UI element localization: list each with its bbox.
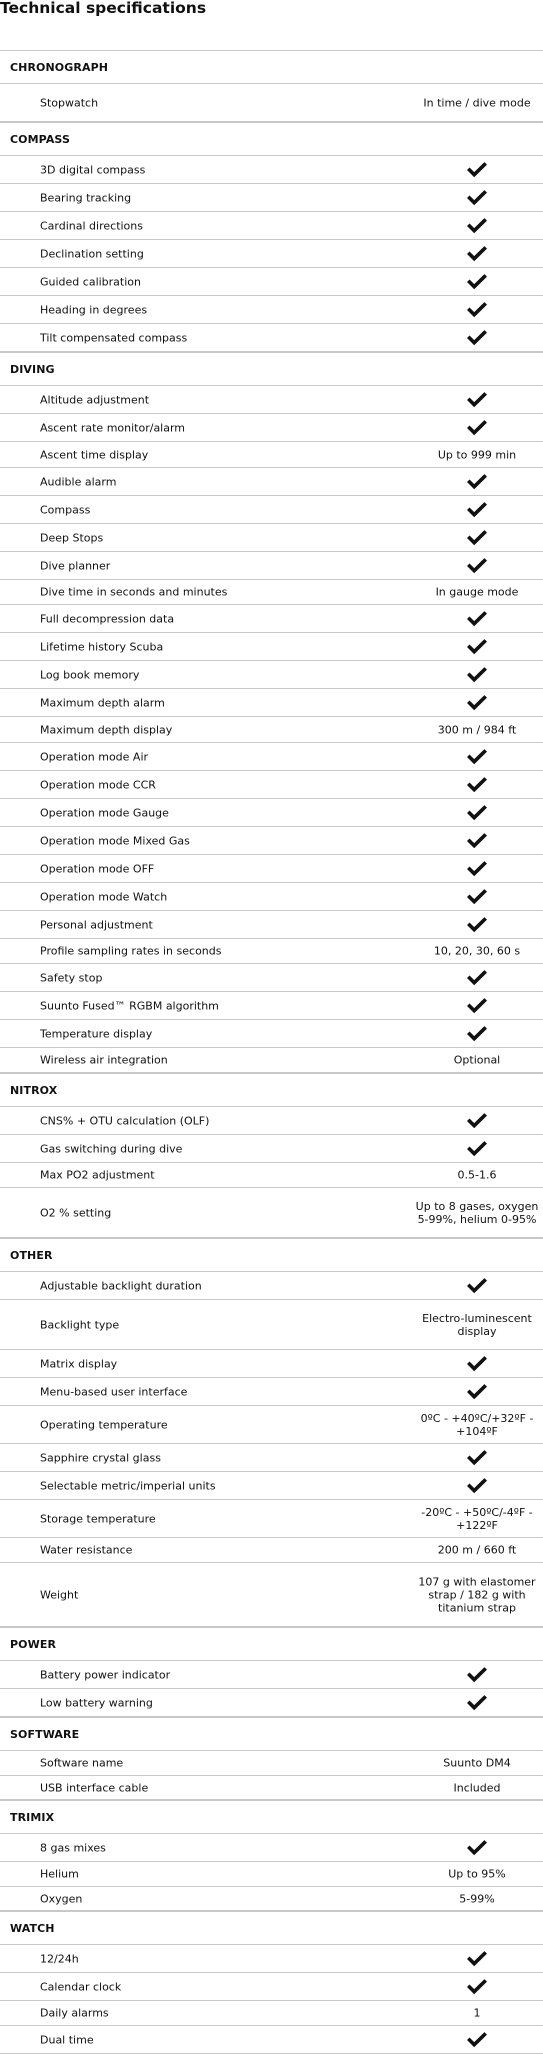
spec-row <box>0 184 543 212</box>
spec-row <box>0 717 543 743</box>
spec-row <box>0 883 543 911</box>
spec-label: Dual time <box>40 2033 94 2046</box>
spec-label: Lifetime history Scuba <box>40 640 164 653</box>
spec-row <box>0 386 543 414</box>
spec-value-check <box>411 529 543 546</box>
spec-label: Water resistance <box>40 1543 133 1557</box>
page-title: Technical specifications <box>0 0 207 17</box>
spec-value: Included <box>453 1781 501 1794</box>
checkmark-icon <box>466 638 488 655</box>
checkmark-icon <box>466 1978 488 1995</box>
category-name: OTHER <box>10 1249 53 1262</box>
spec-row <box>0 468 543 496</box>
spec-label: USB interface cable <box>40 1781 149 1794</box>
spec-value-check <box>411 638 543 655</box>
spec-label: Operation mode OFF <box>40 862 155 875</box>
spec-label: Gas switching during dive <box>40 1142 183 1155</box>
spec-label: 3D digital compass <box>40 163 146 176</box>
spec-row <box>0 1973 543 2001</box>
spec-label: Deep Stops <box>40 531 104 544</box>
spec-row <box>0 268 543 296</box>
spec-label: Maximum depth alarm <box>40 696 165 709</box>
spec-value-check <box>411 1277 543 1294</box>
spec-value: In gauge mode <box>435 585 519 599</box>
spec-value-check <box>411 1839 543 1856</box>
spec-label: Matrix display <box>40 1357 118 1370</box>
spec-label: Bearing tracking <box>40 191 132 204</box>
category-name: WATCH <box>10 1922 55 1935</box>
spec-label: Operation mode CCR <box>40 778 156 791</box>
spec-value: Up to 8 gases, oxygen 5-99%, helium 0-95% <box>415 1199 539 1226</box>
spec-value-check <box>411 557 543 574</box>
spec-value-check <box>411 916 543 933</box>
checkmark-icon <box>466 419 488 436</box>
checkmark-icon <box>466 666 488 683</box>
spec-label: Wireless air integration <box>40 1053 168 1067</box>
spec-row <box>0 496 543 524</box>
spec-value: 0ºC - +40ºC/+32ºF - +104ºF <box>420 1411 534 1438</box>
spec-label: Full decompression data <box>40 612 175 625</box>
spec-row <box>0 1563 543 1627</box>
spec-table <box>0 50 543 2054</box>
category-header <box>0 1911 543 1945</box>
spec-row <box>0 799 543 827</box>
spec-value: Up to 999 min <box>437 448 517 461</box>
spec-row <box>0 1472 543 1500</box>
checkmark-icon <box>466 557 488 574</box>
checkmark-icon <box>466 2031 488 2048</box>
spec-value-check <box>411 419 543 436</box>
category-name: TRIMIX <box>10 1811 55 1824</box>
checkmark-icon <box>466 473 488 490</box>
spec-value-check <box>411 329 543 346</box>
spec-label: 12/24h <box>40 1952 79 1965</box>
spec-row <box>0 743 543 771</box>
spec-row <box>0 661 543 689</box>
spec-value-check <box>411 666 543 683</box>
spec-label: Operation mode Mixed Gas <box>40 834 190 847</box>
spec-label: Software name <box>40 1756 124 1770</box>
checkmark-icon <box>466 217 488 234</box>
spec-value-check <box>411 888 543 905</box>
spec-value-check <box>411 748 543 765</box>
spec-row <box>0 1945 543 1973</box>
checkmark-icon <box>466 694 488 711</box>
checkmark-icon <box>466 969 488 986</box>
category-name: SOFTWARE <box>10 1728 80 1741</box>
spec-value: -20ºC - +50ºC/-4ºF - +122ºF <box>421 1505 533 1532</box>
checkmark-icon <box>466 804 488 821</box>
category-name: POWER <box>10 1638 57 1651</box>
spec-value-check <box>411 161 543 178</box>
spec-value: 1 <box>473 2006 481 2020</box>
checkmark-icon <box>466 1383 488 1400</box>
spec-row <box>0 414 543 442</box>
checkmark-icon <box>466 1140 488 1157</box>
spec-label: Battery power indicator <box>40 1668 171 1681</box>
spec-label: Operation mode Watch <box>40 890 168 903</box>
spec-label: Menu-based user interface <box>40 1385 188 1398</box>
spec-value-check <box>411 217 543 234</box>
spec-value-check <box>411 1694 543 1711</box>
checkmark-icon <box>466 1355 488 1372</box>
spec-label: Helium <box>40 1867 79 1881</box>
spec-label: Operation mode Gauge <box>40 806 169 819</box>
spec-label: Log book memory <box>40 668 140 681</box>
spec-label: Oxygen <box>40 1892 83 1905</box>
spec-row <box>0 992 543 1020</box>
spec-row <box>0 1163 543 1188</box>
spec-label: Guided calibration <box>40 275 141 288</box>
spec-row <box>0 1135 543 1163</box>
spec-row <box>0 296 543 324</box>
spec-row <box>0 605 543 633</box>
checkmark-icon <box>466 888 488 905</box>
spec-row <box>0 1689 543 1717</box>
spec-value: 0.5-1.6 <box>457 1168 497 1182</box>
spec-label: Operating temperature <box>40 1418 168 1431</box>
checkmark-icon <box>466 1112 488 1129</box>
spec-value-check <box>411 1978 543 1995</box>
spec-label: Profile sampling rates in seconds <box>40 944 222 958</box>
checkmark-icon <box>466 916 488 933</box>
spec-label: Compass <box>40 503 91 516</box>
spec-row <box>0 1048 543 1073</box>
spec-row <box>0 855 543 883</box>
checkmark-icon <box>466 860 488 877</box>
checkmark-icon <box>466 245 488 262</box>
checkmark-icon <box>466 529 488 546</box>
category-header <box>0 50 543 84</box>
spec-row <box>0 689 543 717</box>
checkmark-icon <box>466 997 488 1014</box>
spec-label: 8 gas mixes <box>40 1841 106 1854</box>
spec-label: Sapphire crystal glass <box>40 1451 161 1464</box>
spec-value-check <box>411 1112 543 1129</box>
spec-label: Audible alarm <box>40 475 117 488</box>
spec-value-check <box>411 1025 543 1042</box>
spec-label: Adjustable backlight duration <box>40 1279 202 1292</box>
checkmark-icon <box>466 391 488 408</box>
checkmark-icon <box>466 301 488 318</box>
spec-value-check <box>411 2031 543 2048</box>
spec-label: Heading in degrees <box>40 303 148 316</box>
spec-label: O2 % setting <box>40 1206 112 1219</box>
spec-label: Weight <box>40 1588 79 1601</box>
spec-label: Ascent rate monitor/alarm <box>40 421 186 434</box>
checkmark-icon <box>466 1839 488 1856</box>
spec-value-check <box>411 969 543 986</box>
checkmark-icon <box>466 1666 488 1683</box>
spec-label: Backlight type <box>40 1318 120 1331</box>
spec-value-check <box>411 1355 543 1372</box>
checkmark-icon <box>466 610 488 627</box>
spec-value: 200 m / 660 ft <box>437 1543 517 1557</box>
spec-row <box>0 1020 543 1048</box>
spec-row <box>0 1661 543 1689</box>
spec-row <box>0 84 543 122</box>
category-header <box>0 1073 543 1107</box>
spec-value-check <box>411 1383 543 1400</box>
spec-value-check <box>411 1140 543 1157</box>
spec-value-check <box>411 391 543 408</box>
spec-value-check <box>411 1666 543 1683</box>
spec-row <box>0 324 543 352</box>
spec-row <box>0 1188 543 1238</box>
checkmark-icon <box>466 1449 488 1466</box>
spec-value: 107 g with elastomer strap / 182 g with titanium strap <box>418 1575 536 1614</box>
spec-label: Operation mode Air <box>40 750 149 763</box>
checkmark-icon <box>466 1950 488 1967</box>
spec-row <box>0 964 543 992</box>
spec-label: CNS% + OTU calculation (OLF) <box>40 1114 210 1127</box>
spec-label: Daily alarms <box>40 2006 109 2020</box>
category-name: DIVING <box>10 363 55 376</box>
spec-value: 5-99% <box>459 1892 495 1905</box>
spec-value-check <box>411 301 543 318</box>
category-header <box>0 122 543 156</box>
spec-value-check <box>411 832 543 849</box>
spec-row <box>0 2026 543 2054</box>
checkmark-icon <box>466 501 488 518</box>
spec-row <box>0 911 543 939</box>
spec-label: Altitude adjustment <box>40 393 150 406</box>
category-header <box>0 1238 543 1272</box>
spec-row <box>0 1500 543 1538</box>
spec-row <box>0 552 543 580</box>
spec-value: Suunto DM4 <box>443 1756 511 1770</box>
spec-label: Dive time in seconds and minutes <box>40 585 228 599</box>
spec-row <box>0 1776 543 1800</box>
spec-row <box>0 1350 543 1378</box>
checkmark-icon <box>466 1694 488 1711</box>
checkmark-icon <box>466 189 488 206</box>
spec-value-check <box>411 804 543 821</box>
checkmark-icon <box>466 1477 488 1494</box>
spec-row <box>0 1834 543 1862</box>
spec-value-check <box>411 997 543 1014</box>
category-name: CHRONOGRAPH <box>10 61 109 74</box>
spec-label: Temperature display <box>40 1027 153 1040</box>
spec-value: 300 m / 984 ft <box>437 723 517 736</box>
category-header <box>0 352 543 386</box>
spec-row <box>0 1538 543 1563</box>
spec-value-check <box>411 1449 543 1466</box>
checkmark-icon <box>466 329 488 346</box>
spec-row <box>0 1300 543 1350</box>
checkmark-icon <box>466 748 488 765</box>
checkmark-icon <box>466 161 488 178</box>
spec-row <box>0 939 543 964</box>
spec-row <box>0 1751 543 1776</box>
spec-row <box>0 2001 543 2026</box>
spec-row <box>0 633 543 661</box>
spec-value-check <box>411 610 543 627</box>
spec-label: Personal adjustment <box>40 918 153 931</box>
spec-label: Max PO2 adjustment <box>40 1168 155 1182</box>
spec-label: Declination setting <box>40 247 144 260</box>
spec-value-check <box>411 1477 543 1494</box>
spec-value-check <box>411 273 543 290</box>
category-header <box>0 1627 543 1661</box>
checkmark-icon <box>466 832 488 849</box>
spec-row <box>0 771 543 799</box>
spec-label: Low battery warning <box>40 1696 153 1709</box>
spec-label: Safety stop <box>40 971 103 984</box>
spec-value: Electro-luminescent display <box>422 1311 532 1338</box>
category-header <box>0 1717 543 1751</box>
spec-value-check <box>411 473 543 490</box>
spec-row <box>0 1406 543 1444</box>
spec-label: Selectable metric/imperial units <box>40 1479 216 1492</box>
spec-value-check <box>411 860 543 877</box>
spec-value-check <box>411 776 543 793</box>
spec-value: 10, 20, 30, 60 s <box>433 944 521 958</box>
spec-label: Ascent time display <box>40 448 149 461</box>
checkmark-icon <box>466 273 488 290</box>
spec-row <box>0 1378 543 1406</box>
spec-row <box>0 1272 543 1300</box>
spec-row <box>0 156 543 184</box>
category-header <box>0 1800 543 1834</box>
category-name: NITROX <box>10 1084 58 1097</box>
spec-value-check <box>411 1950 543 1967</box>
spec-label: Stopwatch <box>40 96 99 109</box>
spec-row <box>0 580 543 605</box>
category-name: COMPASS <box>10 133 70 146</box>
spec-value: In time / dive mode <box>423 96 531 109</box>
spec-label: Suunto Fused™ RGBM algorithm <box>40 999 219 1012</box>
spec-label: Cardinal directions <box>40 219 143 232</box>
checkmark-icon <box>466 776 488 793</box>
spec-value-check <box>411 501 543 518</box>
spec-label: Tilt compensated compass <box>40 331 188 344</box>
spec-label: Maximum depth display <box>40 723 173 736</box>
spec-row <box>0 1107 543 1135</box>
spec-row <box>0 1887 543 1911</box>
spec-row <box>0 1862 543 1887</box>
spec-row <box>0 1444 543 1472</box>
spec-value-check <box>411 245 543 262</box>
spec-value-check <box>411 189 543 206</box>
spec-row <box>0 524 543 552</box>
spec-row <box>0 240 543 268</box>
spec-value-check <box>411 694 543 711</box>
checkmark-icon <box>466 1277 488 1294</box>
spec-row <box>0 442 543 468</box>
spec-label: Calendar clock <box>40 1980 122 1993</box>
spec-value: Optional <box>453 1053 501 1067</box>
spec-row <box>0 827 543 855</box>
spec-value: Up to 95% <box>448 1867 506 1881</box>
spec-label: Dive planner <box>40 559 111 572</box>
spec-row <box>0 212 543 240</box>
checkmark-icon <box>466 1025 488 1042</box>
spec-label: Storage temperature <box>40 1512 156 1525</box>
